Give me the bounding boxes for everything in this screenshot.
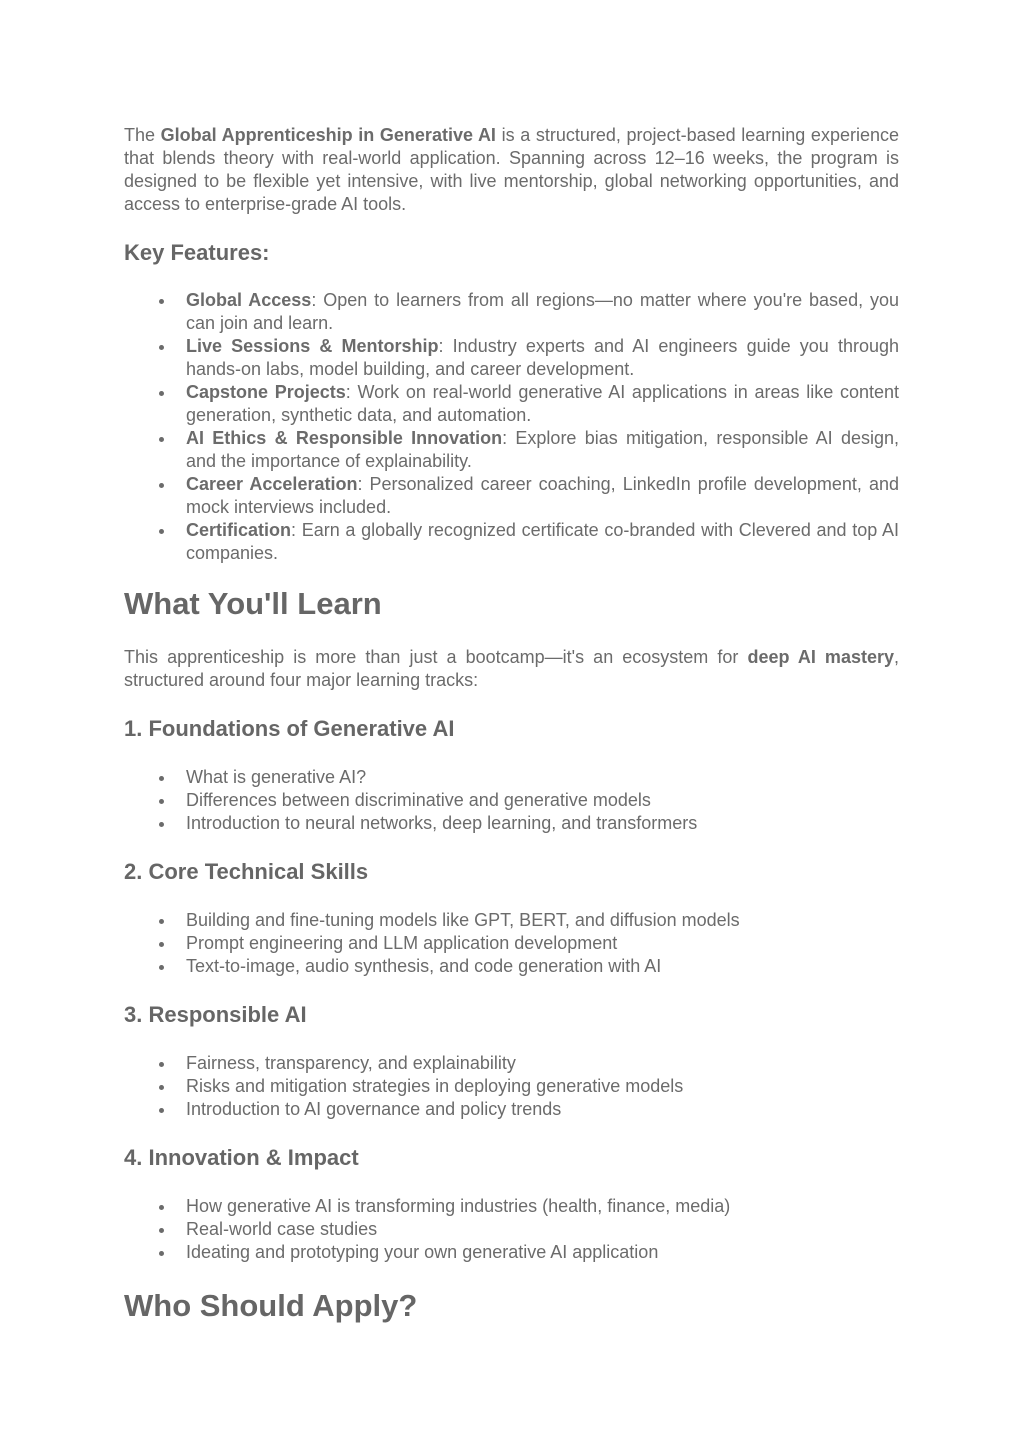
feature-item bbox=[124, 335, 899, 381]
intro-paragraph bbox=[124, 124, 899, 216]
track-heading-responsible-ai: 3. Responsible AI bbox=[124, 1002, 307, 1027]
learn-intro-paragraph bbox=[124, 646, 899, 692]
list-item: Risks and mitigation strategies in deploying generative models bbox=[124, 1075, 899, 1098]
feature-title: Career Acceleration bbox=[186, 474, 358, 494]
feature-title: Certification bbox=[186, 520, 292, 540]
feature-title: Global Access bbox=[186, 290, 312, 310]
learn-intro-suffix: , structured around four major learning tracks: bbox=[124, 647, 899, 690]
list-item: Text-to-image, audio synthesis, and code generation with AI bbox=[124, 955, 899, 978]
list-item: Building and fine-tuning models like GPT, BERT, and diffusion models bbox=[124, 909, 899, 932]
list-item: What is generative AI? bbox=[124, 766, 899, 789]
list-item: Real-world case studies bbox=[124, 1218, 899, 1241]
track-heading-foundations: 1. Foundations of Generative AI bbox=[124, 716, 455, 741]
key-features-heading: Key Features: bbox=[124, 240, 270, 265]
track-heading-innovation: 4. Innovation & Impact bbox=[124, 1145, 359, 1170]
what-youll-learn-heading: What You'll Learn bbox=[124, 586, 382, 621]
feature-text: : Open to learners from all regions—no matter where you're based, you can join and learn. bbox=[186, 290, 900, 333]
feature-item bbox=[124, 473, 899, 519]
list-item: Fairness, transparency, and explainability bbox=[124, 1052, 899, 1075]
track-heading-core-skills: 2. Core Technical Skills bbox=[124, 859, 369, 884]
learn-intro-bold: deep AI mastery bbox=[747, 647, 894, 667]
feature-text: : Industry experts and AI engineers guide you through hands-on labs, model building, and career development. bbox=[186, 336, 900, 379]
track-list-innovation bbox=[124, 1195, 899, 1264]
track-list-foundations bbox=[124, 766, 899, 835]
feature-title: Live Sessions & Mentorship bbox=[186, 336, 439, 356]
who-should-apply-heading: Who Should Apply? bbox=[124, 1288, 418, 1323]
intro-body: is a structured, project-based learning experience that blends theory with real-world application. Spanning across 12–16 weeks, the program is designed to be flexible yet intensive, with live mentorship, global networking opportunities, and access to enterprise-grade AI tools. bbox=[124, 125, 899, 214]
feature-text: : Work on real-world generative AI applications in areas like content generation, synthetic data, and automation. bbox=[186, 382, 900, 425]
feature-item bbox=[124, 519, 899, 565]
list-item: Introduction to AI governance and policy trends bbox=[124, 1098, 899, 1121]
key-features-list bbox=[124, 289, 899, 565]
feature-text: : Explore bias mitigation, responsible AI design, and the importance of explainability. bbox=[186, 428, 899, 471]
program-name: Global Apprenticeship in Generative AI bbox=[160, 125, 496, 145]
feature-text: : Earn a globally recognized certificate co-branded with Clevered and top AI companies. bbox=[186, 520, 899, 563]
feature-item bbox=[124, 381, 899, 427]
track-list-core-skills bbox=[124, 909, 899, 978]
list-item: Introduction to neural networks, deep learning, and transformers bbox=[124, 812, 899, 835]
feature-text: : Personalized career coaching, LinkedIn profile development, and mock interviews included. bbox=[186, 474, 899, 517]
feature-title: Capstone Projects bbox=[186, 382, 346, 402]
learn-intro-prefix: This apprenticeship is more than just a bootcamp—it's an ecosystem for bbox=[124, 647, 748, 667]
feature-title: AI Ethics & Responsible Innovation bbox=[186, 428, 503, 448]
feature-item bbox=[124, 427, 899, 473]
list-item: How generative AI is transforming industries (health, finance, media) bbox=[124, 1195, 899, 1218]
list-item: Prompt engineering and LLM application development bbox=[124, 932, 899, 955]
feature-item bbox=[124, 289, 899, 335]
track-list-responsible-ai bbox=[124, 1052, 899, 1121]
list-item: Differences between discriminative and generative models bbox=[124, 789, 899, 812]
intro-prefix: The bbox=[124, 125, 161, 145]
list-item: Ideating and prototyping your own generative AI application bbox=[124, 1241, 899, 1264]
